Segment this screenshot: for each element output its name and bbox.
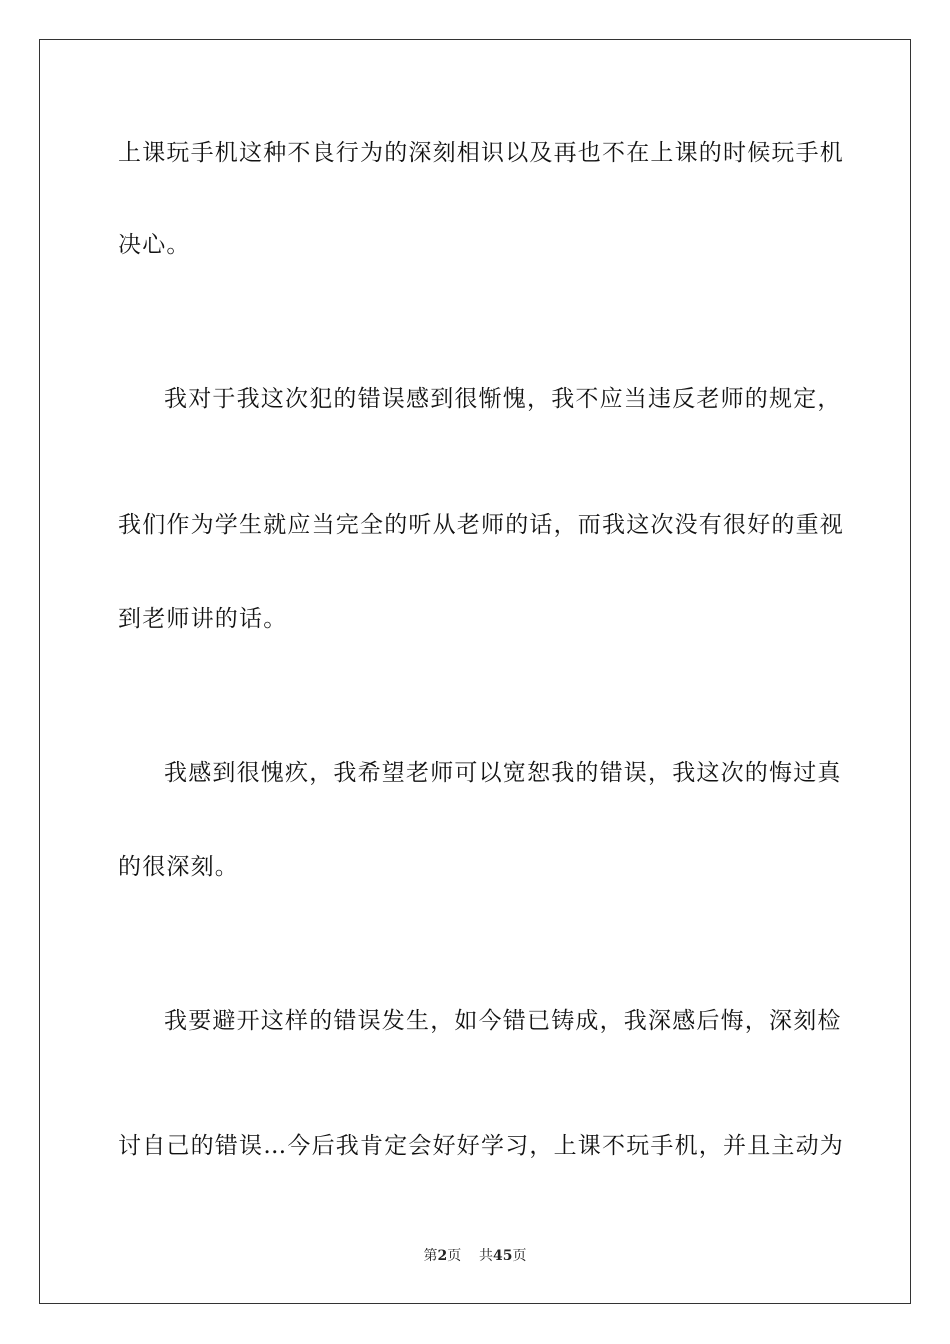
- page-suffix: 页: [447, 1248, 462, 1264]
- text-line-1: 上课玩手机这种不良行为的深刻相识以及再也不在上课的时候玩手机: [118, 140, 844, 166]
- text-line-9: 讨自己的错误…今后我肯定会好好学习，上课不玩手机，并且主动为: [118, 1133, 844, 1159]
- page-number: 2: [437, 1248, 448, 1264]
- text-line-4: 我们作为学生就应当完全的听从老师的话，而我这次没有很好的重视: [118, 512, 844, 538]
- total-prefix: 共: [479, 1248, 494, 1264]
- text-line-5: 到老师讲的话。: [118, 606, 288, 632]
- text-line-6: 我感到很愧疚，我希望老师可以宽恕我的错误，我这次的悔过真: [164, 760, 842, 786]
- page-border: [39, 39, 911, 1304]
- text-line-7: 的很深刻。: [118, 854, 239, 880]
- total-suffix: 页: [512, 1248, 527, 1264]
- page-prefix: 第: [423, 1248, 438, 1264]
- page-footer: [0, 1246, 950, 1266]
- text-line-2: 决心。: [118, 232, 191, 258]
- text-line-3: 我对于我这次犯的错误感到很惭愧，我不应当违反老师的规定，: [164, 386, 842, 412]
- text-line-8: 我要避开这样的错误发生，如今错已铸成，我深感后悔，深刻检: [164, 1008, 842, 1034]
- total-pages: 45: [493, 1248, 513, 1264]
